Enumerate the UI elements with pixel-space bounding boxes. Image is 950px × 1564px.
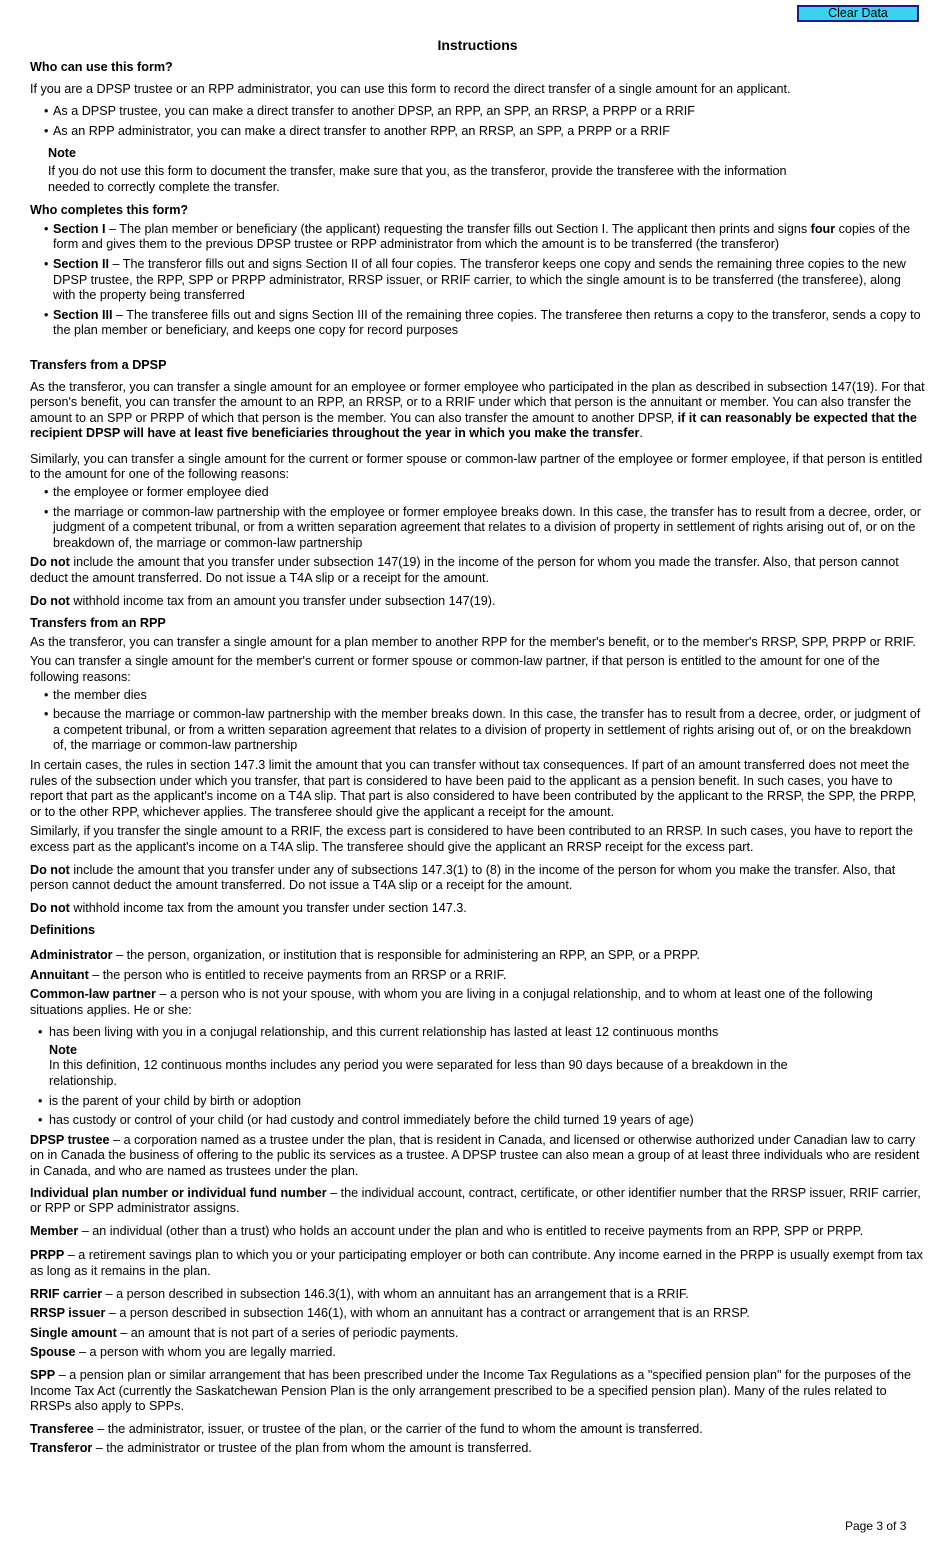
list-item: • has custody or control of your child (or had custody and control immediately before the child turned 19 years of age) xyxy=(30,1113,925,1129)
dpsp-reasons-list xyxy=(30,485,925,551)
definition-spouse xyxy=(30,1345,925,1361)
definition-text: – the administrator, issuer, or trustee of the plan, or the carrier of the fund to whom the amount is transferred. xyxy=(93,1421,703,1436)
term: Individual plan number or individual fund number xyxy=(30,1185,327,1200)
term: DPSP trustee xyxy=(30,1132,110,1147)
note-text: If you do not use this form to document the transfer, make sure that you, as the transferor, provide the transferee with the information needed to correctly complete the transfer. xyxy=(48,163,787,194)
dpsp-paragraph-1 xyxy=(30,380,925,442)
list-item-section-2 xyxy=(30,257,925,304)
who-can-use-heading: Who can use this form? xyxy=(30,60,173,74)
rpp-do-not-1 xyxy=(30,863,925,894)
term: Single amount xyxy=(30,1325,117,1340)
definition-member xyxy=(30,1224,925,1240)
instructions-page xyxy=(30,36,925,1461)
section-2-text: – The transferor fills out and signs Section II of all four copies. The transferor keeps one copy and sends the remaining three copies to the new DPSP trustee, the RPP, SPP or PRPP administrator, RRSP issuer, or RRIF carrier, to which the single amount is to be transferred (the transferee), along with the property being transferred xyxy=(53,256,906,303)
definition-rrif-carrier xyxy=(30,1287,925,1303)
term: Annuitant xyxy=(30,967,89,982)
page-title: Instructions xyxy=(437,37,518,53)
rpp-paragraph-4: Similarly, if you transfer the single amount to a RRIF, the excess part is considered to have been contributed to an RRSP. In such cases, you have to report the excess part as the applicant's income on a T4A slip. The transferee should give the applicant an RRSP receipt for the excess part. xyxy=(30,824,913,854)
definition-individual-plan-number xyxy=(30,1186,925,1217)
definition-prpp xyxy=(30,1248,925,1279)
do-not-text: withhold income tax from an amount you transfer under subsection 147(19). xyxy=(69,593,496,608)
term: RRSP issuer xyxy=(30,1306,106,1321)
term: Administrator xyxy=(30,947,113,962)
rpp-heading: Transfers from an RPP xyxy=(30,616,166,631)
definition-text: – a person with whom you are legally married. xyxy=(75,1345,336,1360)
section-1-text-a: – The plan member or beneficiary (the applicant) requesting the transfer fills out Section I. The applicant then prints and signs xyxy=(105,221,811,236)
definition-text: – a person who is not your spouse, with whom you are living in a conjugal relationship, and to whom at least one of the following situations applies. He or she: xyxy=(30,987,873,1017)
term: Transferee xyxy=(30,1421,94,1436)
do-not-text: withhold income tax from the amount you transfer under section 147.3. xyxy=(69,900,467,915)
section-2-label: Section II xyxy=(53,256,109,271)
list-item: • is the parent of your child by birth or adoption xyxy=(30,1094,925,1110)
section-1-label: Section I xyxy=(53,221,106,236)
do-not-label: Do not xyxy=(30,900,70,915)
definitions-heading: Definitions xyxy=(30,923,96,938)
section-3-label: Section III xyxy=(53,307,113,322)
definition-text: – a person described in subsection 146.3(1), with whom an annuitant has an arrangement that is a RRIF. xyxy=(102,1286,689,1301)
list-item: • the marriage or common-law partnership with the employee or former employee breaks down. In this case, the transfer has to result from a decree, order, or judgment of a competent tribunal, or from a written separation agreement that relates to a division of property in settlement of rights arising out of, or on the breakdown of, the marriage or common-law partnership xyxy=(30,505,925,552)
note-text: In this definition, 12 continuous months includes any period you were separated for less than 90 days because of a breakdown in the relationship. xyxy=(49,1058,788,1089)
list-item: • As a DPSP trustee, you can make a direct transfer to another DPSP, an RPP, an SPP, an RRSP, a PRPP or a RRIF xyxy=(30,104,925,120)
do-not-text: include the amount that you transfer under any of subsections 147.3(1) to (8) in the income of the person for whom you make the transfer. Also, that person cannot deduct the amount transferred. Do not issue a T4A slip or a receipt for the amount. xyxy=(30,862,896,893)
dpsp-heading: Transfers from a DPSP xyxy=(30,357,167,372)
list-item-text: has been living with you in a conjugal relationship, and this current relationship has lasted at least 12 continuous months xyxy=(49,1025,719,1040)
section-3-text: – The transferee fills out and signs Section III of the remaining three copies. The transferee then returns a copy to the transferor, sends a copy to the plan member or beneficiary, and keeps one copy for record purposes xyxy=(53,307,921,338)
who-can-use-list xyxy=(30,104,925,139)
definition-text: – a retirement savings plan to which you or your participating employer or both can contribute. Any income earned in the PRPP is usually exempt from tax as long as it remains in the plan. xyxy=(30,1248,923,1278)
definition-text: – the person who is entitled to receive payments from an RRSP or a RRIF. xyxy=(88,967,507,982)
do-not-label: Do not xyxy=(30,593,70,608)
rpp-reasons-list xyxy=(30,688,925,754)
note-box xyxy=(48,146,925,195)
note-title: Note xyxy=(48,146,76,161)
definition-administrator xyxy=(30,948,925,964)
definition-spp xyxy=(30,1368,925,1415)
list-item: • the member dies xyxy=(30,688,925,704)
definition-text: – the individual account, contract, certificate, or other identifier number that the RRSP issuer, RRIF carrier, or RPP or SPP administrator assigns. xyxy=(30,1185,921,1216)
dpsp-p1-bold: if it can reasonably be expected that the recipient DPSP will have at least five beneficiaries throughout the year in which you make the transfer xyxy=(30,410,917,441)
list-item-section-3 xyxy=(30,308,925,339)
dpsp-p1-end: . xyxy=(639,426,643,441)
who-completes-list xyxy=(30,222,925,339)
section-1-bold: four xyxy=(810,221,836,236)
definition-text: – a corporation named as a trustee under the plan, that is resident in Canada, and licensed or otherwise authorized under Canadian law to carry on in Canada the business of offering to the public its services as a trustee. A DPSP trustee can also mean a group of at least three individuals who are resident in Canada, and who are named as trustees under the plan. xyxy=(30,1132,920,1179)
definition-text: – a person described in subsection 146(1), with whom an annuitant has a contract or arrangement that is an RRSP. xyxy=(105,1306,750,1321)
definition-rrsp-issuer xyxy=(30,1306,925,1322)
definition-text: – an individual (other than a trust) who holds an account under the plan and who is entitled to receive payments from an RPP, SPP or PRPP. xyxy=(78,1223,864,1238)
do-not-label: Do not xyxy=(30,862,70,877)
rpp-paragraph-3: In certain cases, the rules in section 147.3 limit the amount that you can transfer without tax consequences. If part of an amount transferred does not meet the rules of the subsection under which you transfer, that part is considered to have been paid to the applicant as a pension benefit. In such cases, you have to report that part as the applicant's income on a T4A slip. That part is also considered to have been contributed by the applicant to the RRSP, the SPP, the PRPP, or to the other RPP, whichever applies. The transferee should give the applicant a receipt for the amount. xyxy=(30,757,917,819)
definition-annuitant xyxy=(30,968,925,984)
term: PRPP xyxy=(30,1248,65,1263)
term: Member xyxy=(30,1223,79,1238)
list-item: • As an RPP administrator, you can make a direct transfer to another RPP, an RRSP, an SPP, a PRPP or a RRIF xyxy=(30,124,925,140)
definition-text: – an amount that is not part of a series of periodic payments. xyxy=(116,1325,459,1340)
note-box xyxy=(49,1043,925,1090)
dpsp-paragraph-2: Similarly, you can transfer a single amount for the current or former spouse or common-law partner of the employee or former employee, if that person is entitled to the amount for one of the following reasons: xyxy=(30,451,923,482)
page-number: Page 3 of 3 xyxy=(845,1519,907,1533)
do-not-label: Do not xyxy=(30,555,70,570)
clear-data-button[interactable]: Clear Data xyxy=(797,5,919,22)
list-item xyxy=(30,1025,925,1089)
definition-text: – the person, organization, or institution that is responsible for administering an RPP, an SPP, or a PRPP. xyxy=(112,947,700,962)
who-can-use-intro: If you are a DPSP trustee or an RPP administrator, you can use this form to record the direct transfer of a single amount for an applicant. xyxy=(30,81,791,96)
dpsp-p1-text: As the transferor, you can transfer a single amount for an employee or former employee who participated in the plan as described in subsection 147(19). For that person's benefit, you can transfer the amount to an RPP, an RRSP, or to a RRIF under which that person is the annuitant or member. You can also transfer the amount to an SPP or PRPP of which that person is the member. You can also transfer the amount to another DPSP, xyxy=(30,379,925,425)
term: Common-law partner xyxy=(30,987,156,1002)
list-item-section-1 xyxy=(30,222,925,253)
rpp-paragraph-2: You can transfer a single amount for the member's current or former spouse or common-law partner, if that person is entitled to the amount for one of the following reasons: xyxy=(30,654,880,684)
dpsp-do-not-1 xyxy=(30,555,925,586)
definition-dpsp-trustee xyxy=(30,1133,925,1180)
dpsp-do-not-2 xyxy=(30,594,925,610)
definition-single-amount xyxy=(30,1326,925,1342)
list-item: • the employee or former employee died xyxy=(30,485,925,501)
definition-transferee xyxy=(30,1422,925,1438)
note-title: Note xyxy=(49,1042,77,1057)
term: Spouse xyxy=(30,1345,76,1360)
term: SPP xyxy=(30,1367,56,1382)
term: RRIF carrier xyxy=(30,1286,103,1301)
rpp-paragraph-1: As the transferor, you can transfer a single amount for a plan member to another RPP for the member's benefit, or to the member's RRSP, SPP, PRPP or RRIF. xyxy=(30,634,916,649)
common-law-partner-list xyxy=(30,1025,925,1129)
definition-transferor xyxy=(30,1441,925,1457)
section-1-text-b: copies of the form and gives them to the previous DPSP trustee or RPP administrator from which the amount is to be transferred (the transferor) xyxy=(53,221,911,252)
definition-text: – a pension plan or similar arrangement that has been prescribed under the Income Tax Regulations as a "specified pension plan" for the purposes of the Income Tax Act (currently the Saskatchewan Pension Plan is the only arrangement prescribed to be a specified pension plan). Many of the rules related to RRSPs also apply to SPPs. xyxy=(30,1367,912,1414)
definition-common-law-partner xyxy=(30,987,925,1018)
list-item: • because the marriage or common-law partnership with the member breaks down. In this case, the transfer has to result from a decree, order, or judgment of a competent tribunal, or from a written separation agreement that relates to a division of property in settlement of rights arising out of, or on the breakdown of, the marriage or common-law partnership xyxy=(30,707,925,754)
rpp-do-not-2 xyxy=(30,901,925,917)
definition-text: – the administrator or trustee of the plan from whom the amount is transferred. xyxy=(92,1441,532,1456)
do-not-text: include the amount that you transfer under subsection 147(19) in the income of the person for whom you made the transfer. Also, that person cannot deduct the amount transferred. Do not issue a T4A slip or a receipt for the amount. xyxy=(30,555,899,586)
who-completes-heading: Who completes this form? xyxy=(30,203,189,218)
term: Transferor xyxy=(30,1441,93,1456)
